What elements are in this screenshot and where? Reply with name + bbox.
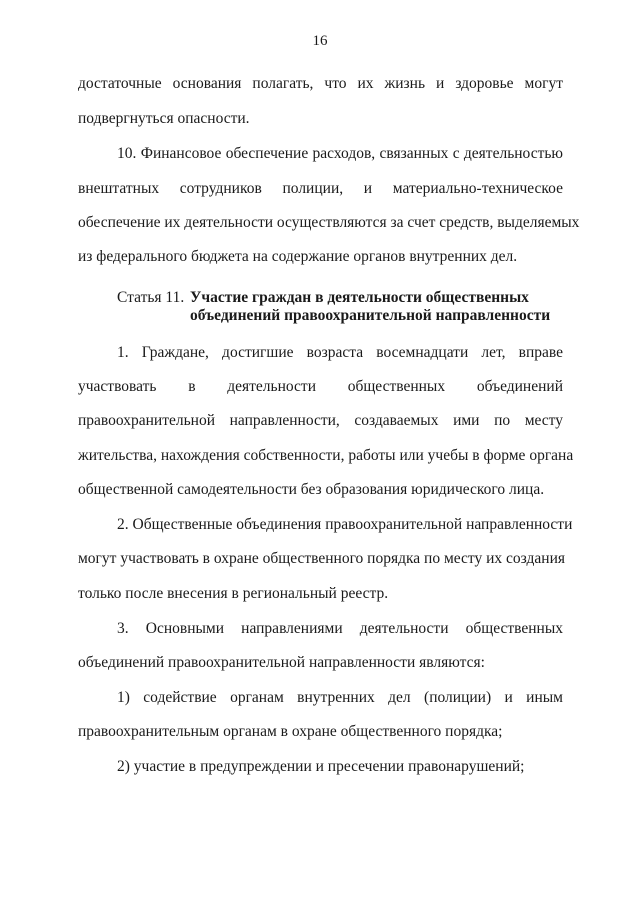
paragraph-line: 10. Финансовое обеспечение расходов, связанных с деятельностью	[117, 145, 563, 162]
paragraph-line: внештатных сотрудников полиции, и материально-техническое	[78, 180, 563, 197]
paragraph-line: обеспечение их деятельности осуществляются за счет средств, выделяемых	[78, 214, 580, 231]
article-title-line: объединений правоохранительной направленности	[190, 307, 551, 324]
paragraph-line: правоохранительным органам в охране общественного порядка;	[78, 723, 503, 740]
paragraph-line: достаточные основания полагать, что их жизнь и здоровье могут	[78, 75, 563, 92]
article-label: Статья 11.	[117, 289, 185, 306]
paragraph-line: правоохранительной направленности, создаваемых ими по месту	[78, 412, 563, 429]
paragraph-line: 3. Основными направлениями деятельности общественных	[117, 620, 563, 637]
paragraph-line: подвергнуться опасности.	[78, 110, 250, 127]
paragraph-line: 2. Общественные объединения правоохранительной направленности	[117, 516, 573, 533]
paragraph-line: общественной самодеятельности без образования юридического лица.	[78, 481, 545, 498]
paragraph-line: участвовать в деятельности общественных объединений	[78, 378, 563, 395]
article-title-line: Участие граждан в деятельности общественных	[190, 289, 529, 306]
paragraph-line: 2) участие в предупреждении и пресечении правонарушений;	[117, 758, 525, 775]
paragraph-line: только после внесения в региональный реестр.	[78, 585, 389, 602]
paragraph-line: 1) содействие органам внутренних дел (полиции) и иным	[117, 689, 563, 706]
paragraph-line: 1. Граждане, достигшие возраста восемнадцати лет, вправе	[117, 344, 563, 361]
page-number: 16	[312, 33, 328, 49]
paragraph-line: могут участвовать в охране общественного порядка по месту их создания	[78, 550, 565, 567]
paragraph-line: объединений правоохранительной направленности являются:	[78, 654, 485, 671]
paragraph-line: из федерального бюджета на содержание органов внутренних дел.	[78, 248, 518, 265]
paragraph-line: жительства, нахождения собственности, работы или учебы в форме органа	[78, 447, 574, 464]
